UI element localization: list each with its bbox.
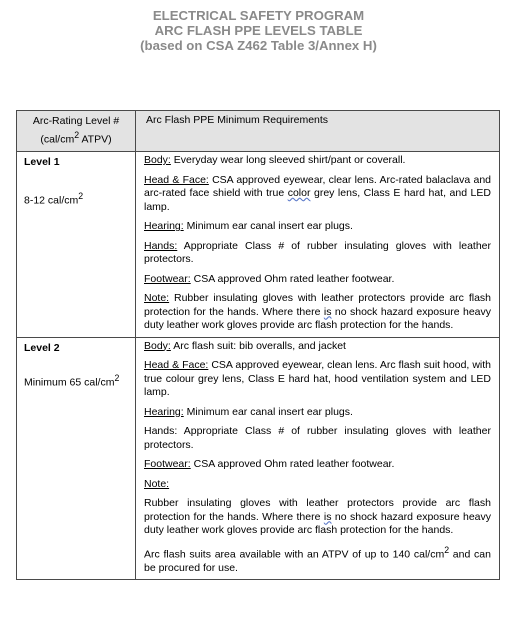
level-1-body xyxy=(144,154,491,168)
head-face-label: Head & Face: xyxy=(144,173,209,186)
level-1-note xyxy=(144,292,491,333)
level-2-availability xyxy=(144,544,491,576)
spellcheck-word: color xyxy=(287,187,311,199)
body-text: Everyday wear long sleeved shirt/pant or coverall. xyxy=(170,154,406,166)
hands-text: Appropriate Class # of rubber insulating gloves with leather protectors. xyxy=(144,239,491,265)
level-2-rating xyxy=(24,371,128,390)
spellcheck-word: is xyxy=(323,305,332,318)
footwear-label: Footwear: xyxy=(144,458,191,470)
note-label: Note: xyxy=(144,477,170,490)
level-2-body xyxy=(144,340,491,354)
note-text-a: Rubber insulating gloves with leather protectors provide arc flash protection for the hands. Where there xyxy=(144,292,491,318)
level-1-rating xyxy=(24,189,128,208)
level-2-note xyxy=(144,478,491,492)
head-face-text-b: grey lens, Class E hard hat, and LED lamp. xyxy=(144,187,491,213)
document-title: ELECTRICAL SAFETY PROGRAM xyxy=(152,8,365,23)
hearing-label: Hearing: xyxy=(144,405,184,418)
spellcheck-word: is xyxy=(323,510,332,523)
table-row-level-1 xyxy=(17,152,500,338)
header-arc-rating-unit-post: ATPV) xyxy=(79,133,112,146)
hearing-text: Minimum ear canal insert ear plugs. xyxy=(183,405,353,418)
table-row-level-2 xyxy=(17,337,500,580)
hearing-text: Minimum ear canal insert ear plugs. xyxy=(183,220,353,232)
note-text-b: no shock hazard exposure heavy duty leather work gloves provide arc flash protection for the hands. xyxy=(144,510,491,536)
footwear-text: CSA approved Ohm rated leather footwear. xyxy=(190,458,395,470)
level-1-footwear xyxy=(144,273,491,287)
level-1-hearing xyxy=(144,220,491,234)
footwear-label: Footwear: xyxy=(144,272,191,285)
level-2-hearing xyxy=(144,406,491,420)
availability-text-pre: Arc flash suits area available with an ATPV of up to 140 cal/cm xyxy=(144,548,445,560)
level-2-head-face xyxy=(144,359,491,400)
header-arc-rating-line1: Arc-Rating Level # xyxy=(32,115,120,127)
head-face-label: Head & Face: xyxy=(144,359,209,371)
head-face-text-a: CSA approved eyewear, clear lens. Arc-rated balaclava and arc-rated face shield with true xyxy=(144,173,491,199)
level-2-cell xyxy=(17,337,136,580)
availability-sup: 2 xyxy=(444,544,450,555)
note-label: Note: xyxy=(144,292,170,304)
footwear-text: CSA approved Ohm rated leather footwear. xyxy=(190,272,395,285)
level-1-rating-sup: 2 xyxy=(78,191,84,201)
level-2-title: Level 2 xyxy=(24,341,60,354)
level-1-head-face xyxy=(144,174,491,215)
availability-text-post: and can be procured for use. xyxy=(144,548,491,574)
level-1-requirements xyxy=(136,152,500,338)
level-2-hands: Hands: Appropriate Class # of rubber insulating gloves with leather protectors. xyxy=(144,425,491,451)
header-ppe-requirements: Arc Flash PPE Minimum Requirements xyxy=(136,111,500,152)
level-1-rating-value: 8-12 cal/cm xyxy=(24,194,79,207)
level-2-footwear xyxy=(144,458,491,472)
header-arc-rating-level xyxy=(17,111,136,152)
hearing-label: Hearing: xyxy=(144,220,184,232)
note-text-a: Rubber insulating gloves with leather protectors provide arc flash protection for the hands. Where there xyxy=(144,497,491,523)
note-text-b: no shock hazard exposure heavy duty leather work gloves provide arc flash protection for the hands. xyxy=(144,305,491,331)
body-label: Body: xyxy=(144,339,171,352)
level-2-requirements xyxy=(136,337,500,580)
arc-flash-ppe-table xyxy=(16,110,500,580)
level-1-title: Level 1 xyxy=(24,156,60,168)
body-label: Body: xyxy=(144,154,171,166)
hands-label: Hands: xyxy=(144,239,178,252)
head-face-text: CSA approved eyewear, clean lens. Arc flash suit hood, with true colour grey lens, Class E hard hat, hood ventilation system and LED lamp. xyxy=(144,359,491,398)
level-1-hands xyxy=(144,240,491,267)
document-source-note: (based on CSA Z462 Table 3/Annex H) xyxy=(140,38,377,53)
level-2-note-text xyxy=(144,497,491,538)
level-2-rating-value: Minimum 65 cal/cm xyxy=(24,376,115,388)
level-2-rating-sup: 2 xyxy=(114,372,120,383)
header-arc-rating-unit-pre: (cal/cm xyxy=(40,133,75,146)
table-header-row xyxy=(17,111,500,152)
body-text: Arc flash suit: bib overalls, and jacket xyxy=(170,339,346,352)
document-subtitle: ARC FLASH PPE LEVELS TABLE xyxy=(154,23,363,38)
header-arc-rating-unit-sup: 2 xyxy=(74,130,80,140)
level-1-cell xyxy=(17,152,136,338)
